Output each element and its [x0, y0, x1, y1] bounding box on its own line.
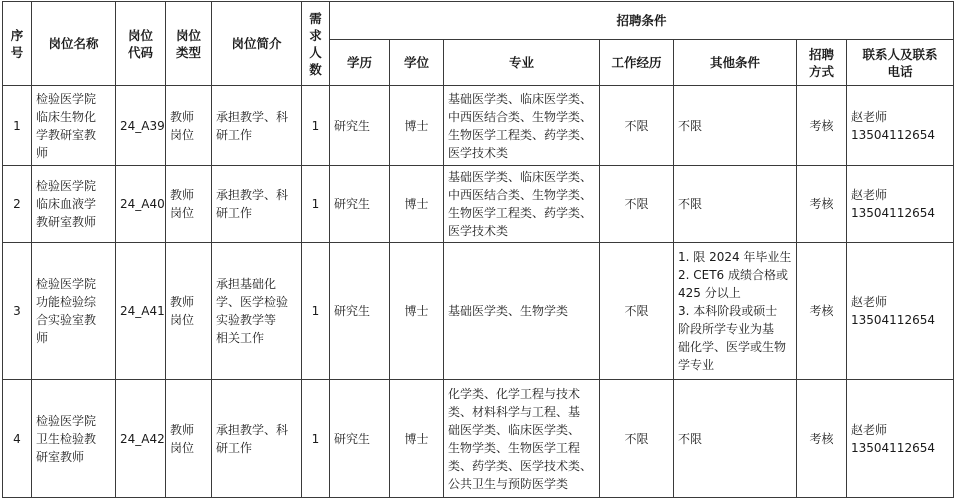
cell-post-code: 24_A40 — [116, 166, 166, 243]
cell-post-type: 教师 岗位 — [166, 86, 212, 166]
header-post-type: 岗位 类型 — [166, 2, 212, 86]
cell-post-type: 教师 岗位 — [166, 380, 212, 498]
cell-post-desc: 承担教学、科 研工作 — [212, 380, 302, 498]
cell-degree: 博士 — [390, 380, 444, 498]
cell-method: 考核 — [797, 380, 847, 498]
cell-experience: 不限 — [600, 86, 674, 166]
cell-other: 1. 限 2024 年毕业生 2. CET6 成绩合格或 425 分以上 3. 本科阶段或硕士 阶段所学专业为基 础化学、医学或生物 学专业 — [674, 243, 797, 380]
cell-post-name: 检验医学院 临床生物化 学教研室教 师 — [32, 86, 116, 166]
cell-post-desc: 承担教学、科 研工作 — [212, 86, 302, 166]
cell-post-type: 教师 岗位 — [166, 166, 212, 243]
cell-post-desc: 承担教学、科 研工作 — [212, 166, 302, 243]
cell-post-name: 检验医学院 卫生检验教 研室教师 — [32, 380, 116, 498]
table-row — [3, 86, 954, 166]
cell-post-code: 24_A42 — [116, 380, 166, 498]
cell-degree: 博士 — [390, 243, 444, 380]
cell-post-name: 检验医学院 功能检验综 合实验室教 师 — [32, 243, 116, 380]
cell-post-code: 24_A41 — [116, 243, 166, 380]
cell-experience: 不限 — [600, 243, 674, 380]
cell-post-name: 检验医学院 临床血液学 教研室教师 — [32, 166, 116, 243]
header-headcount: 需 求 人 数 — [302, 2, 330, 86]
cell-education: 研究生 — [330, 380, 390, 498]
cell-major: 基础医学类、临床医学类、 中西医结合类、生物学类、 生物医学工程类、药学类、 医学技术类 — [444, 86, 600, 166]
table-row — [3, 380, 954, 498]
cell-major: 基础医学类、生物学类 — [444, 243, 600, 380]
header-post-code: 岗位 代码 — [116, 2, 166, 86]
cell-other: 不限 — [674, 86, 797, 166]
header-conditions: 招聘条件 — [330, 2, 954, 40]
cell-seq: 4 — [3, 380, 32, 498]
cell-contact: 赵老师 13504112654 — [847, 166, 954, 243]
table-row — [3, 166, 954, 243]
table-row — [3, 243, 954, 380]
cell-education: 研究生 — [330, 86, 390, 166]
cell-seq: 2 — [3, 166, 32, 243]
cell-headcount: 1 — [302, 380, 330, 498]
header-method: 招聘 方式 — [797, 40, 847, 86]
cell-headcount: 1 — [302, 166, 330, 243]
header-degree: 学位 — [390, 40, 444, 86]
cell-contact: 赵老师 13504112654 — [847, 86, 954, 166]
header-post-name: 岗位名称 — [32, 2, 116, 86]
cell-degree: 博士 — [390, 166, 444, 243]
cell-other: 不限 — [674, 380, 797, 498]
header-seq: 序 号 — [3, 2, 32, 86]
cell-method: 考核 — [797, 166, 847, 243]
cell-method: 考核 — [797, 86, 847, 166]
cell-experience: 不限 — [600, 380, 674, 498]
cell-seq: 1 — [3, 86, 32, 166]
cell-contact: 赵老师 13504112654 — [847, 380, 954, 498]
header-major: 专业 — [444, 40, 600, 86]
cell-post-type: 教师 岗位 — [166, 243, 212, 380]
header-education: 学历 — [330, 40, 390, 86]
header-contact: 联系人及联系 电话 — [847, 40, 954, 86]
cell-degree: 博士 — [390, 86, 444, 166]
cell-method: 考核 — [797, 243, 847, 380]
cell-other: 不限 — [674, 166, 797, 243]
cell-experience: 不限 — [600, 166, 674, 243]
cell-education: 研究生 — [330, 243, 390, 380]
cell-education: 研究生 — [330, 166, 390, 243]
header-other: 其他条件 — [674, 40, 797, 86]
cell-post-code: 24_A39 — [116, 86, 166, 166]
cell-major: 化学类、化学工程与技术 类、材料科学与工程、基 础医学类、临床医学类、 生物学类、生物医学工程 类、药学类、医学技术类、 公共卫生与预防医学类 — [444, 380, 600, 498]
cell-post-desc: 承担基础化 学、医学检验 实验教学等 相关工作 — [212, 243, 302, 380]
cell-headcount: 1 — [302, 243, 330, 380]
header-post-desc: 岗位简介 — [212, 2, 302, 86]
header-experience: 工作经历 — [600, 40, 674, 86]
cell-major: 基础医学类、临床医学类、 中西医结合类、生物学类、 生物医学工程类、药学类、 医学技术类 — [444, 166, 600, 243]
cell-seq: 3 — [3, 243, 32, 380]
recruitment-table — [2, 1, 954, 498]
cell-contact: 赵老师 13504112654 — [847, 243, 954, 380]
cell-headcount: 1 — [302, 86, 330, 166]
